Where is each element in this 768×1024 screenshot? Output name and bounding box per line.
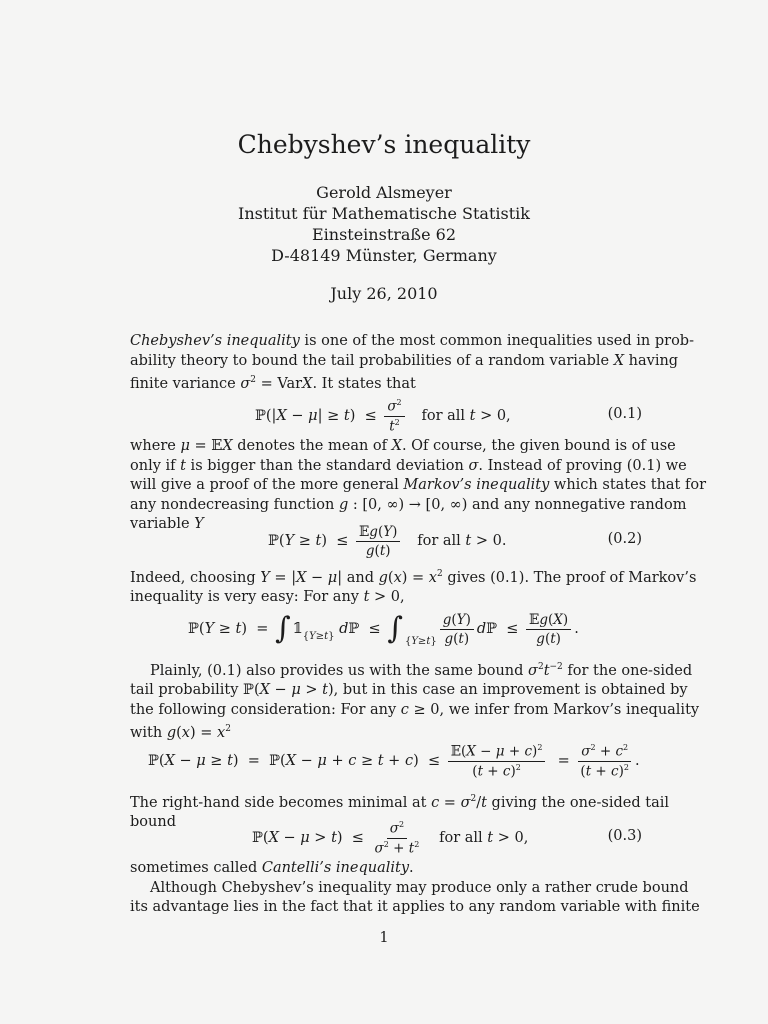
equation-0-1: ℙ(|X − μ| ≥ t) ≤ $\frac{\sigma^2}{t^2}$ for all t > 0, (0.1) [255,398,642,434]
paragraph-one-sided: Plainly, (0.1) also provides us with the same bound $\sigma^2t^{-2}$ for the one-sided tail probability ℙ(X − μ > t), but in this case an improvement is obtained by the following consideration: For any c ≥ 0, we infer from Markov’s inequality with $g(x) = x^2$ [130,662,700,742]
paragraph-markov-intro: where μ = 𝔼X denotes the mean of X. Of course, the given bound is of use only if t is bigger than the standard deviation σ. Instead of proving (0.1) we will give a proof of the more general Markov’s inequality which states that for any nondecreasing function g : [0, ∞) → [0, ∞) and any nonnegative random variable Y [130,438,707,532]
equation-number: (0.2) [607,531,642,547]
paragraph-intro: Chebyshev’s inequality is one of the most common inequalities used in prob- ability theory to bound the tail probabilities of a random variable X having finite variance $\sigma^2$ = VarX. It states that [130,333,694,392]
page-number: 1 [379,930,389,946]
equation-0-2: ℙ(Y ≥ t) ≤ $\frac{\text{𝔼g(Y)}}{g(t)}$ for all t > 0. (0.2) [268,523,642,559]
author-city: D-48149 Münster, Germany [271,246,497,265]
author-street: Einsteinstraße 62 [311,225,457,244]
paragraph-closing: sometimes called Cantelli’s inequality. Although Chebyshev’s inequality may produce only a rather crude bound its advantage lies in the fact that it applies to any random variable with finite [130,860,700,915]
equation-cantelli-derivation: ℙ(X − μ ≥ t) = ℙ(X − μ + c ≥ t + c) ≤ $\frac{𝔼(X - \mu + c)^2}{(t + c)^2}$ = $\frac{\sigma^2 + c^2}{(t + c)^2}$ . [148,743,640,779]
paper-title: Chebyshev’s inequality [237,130,531,159]
author-institute: Institut für Mathematische Statistik [238,204,530,223]
paper-date: July 26, 2010 [330,284,438,303]
equation-number: (0.1) [607,406,642,422]
equation-number: (0.3) [607,828,642,844]
paragraph-minimal: The right-hand side becomes minimal at $c = \sigma^2/t$ giving the one-sided tail bound [130,794,669,831]
equation-0-3: ℙ(X − μ > t) ≤ $\frac{\sigma^2}{\sigma^2 + t^2}$ for all t > 0, (0.3) [252,820,642,856]
equation-markov-proof: ℙ(Y ≥ t) = ∫ $𝟙_{\{Y\ge t\}}$ dℙ ≤ ∫ {Y≥t} $\frac{g(Y)}{g(t)}$ dℙ ≤ $\frac{\text{𝔼g(X)}}{g(t)}$ . [188,611,579,647]
author-block [0,182,768,266]
paragraph-markov-proof: Indeed, choosing Y = |X − μ| and $g(x) = x^2$ gives (0.1). The proof of Markov’s inequality is very easy: For any t > 0, [130,569,697,606]
author-name: Gerold Alsmeyer [316,183,452,202]
